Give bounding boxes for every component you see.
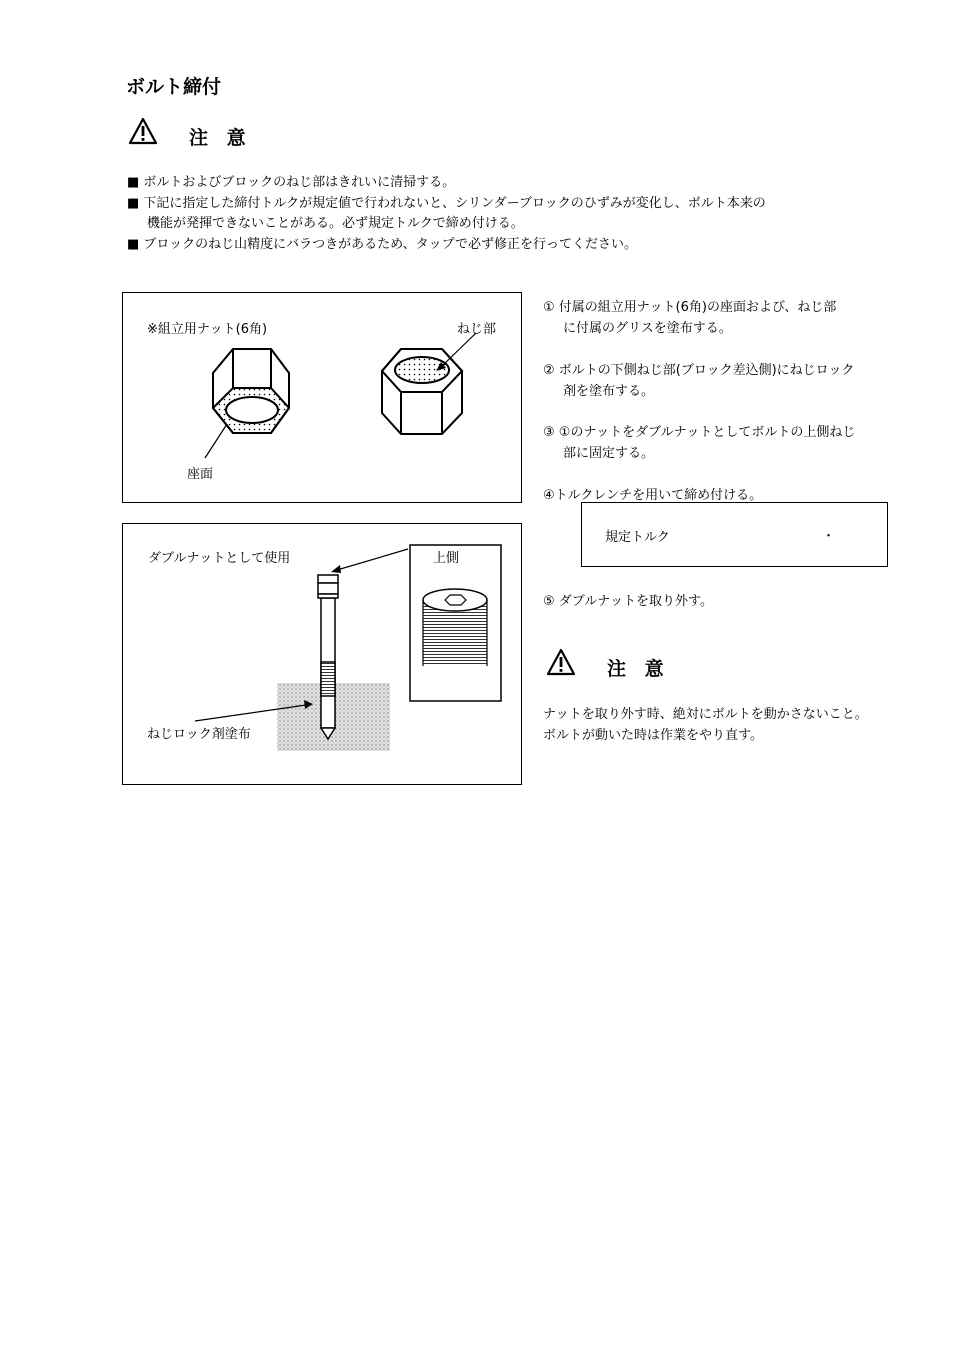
step-3: ③ ①のナットをダブルナットとしてボルトの上側ねじ — [543, 425, 856, 440]
bolt — [318, 575, 338, 739]
step-3-cont: 部に固定する。 — [563, 446, 655, 461]
torque-label: 規定トルク — [605, 530, 670, 545]
nut-seat-view — [213, 349, 289, 433]
warning-icon — [128, 117, 158, 145]
upper-thread-detail — [423, 589, 487, 666]
step-4: ④トルクレンチを用いて締め付ける。 — [543, 488, 763, 503]
lock-label: ねじロック剤塗布 — [147, 727, 251, 742]
upper-label: 上側 — [433, 551, 460, 566]
step-2-cont: 剤を塗布する。 — [563, 384, 655, 399]
nut-thread-view — [382, 349, 462, 434]
nut-caption: ※組立用ナット(6角) — [147, 322, 268, 337]
caution-heading: 注 意 — [189, 127, 252, 149]
thread-label: ねじ部 — [457, 322, 497, 337]
caution-line: ■ ブロックのねじ山精度にバラつきがあるため、タップで必ず修正を行ってください。 — [127, 237, 638, 252]
caution-line: 機能が発揮できないことがある。必ず規定トルクで締め付ける。 — [147, 216, 524, 231]
caution2-line: ボルトが動いた時は作業をやり直す。 — [543, 728, 763, 743]
caution-heading-2: 注 意 — [607, 658, 670, 680]
caution-line: ■ ボルトおよびブロックのねじ部はきれいに清掃する。 — [127, 175, 456, 190]
seat-label: 座面 — [187, 467, 214, 482]
warning-icon — [546, 648, 576, 676]
caution2-line: ナットを取り外す時、絶対にボルトを動かさないこと。 — [543, 707, 868, 722]
step-1: ① 付属の組立用ナット(6角)の座面および、ねじ部 — [543, 300, 837, 315]
torque-value: ・ — [822, 529, 836, 544]
page-title: ボルト締付 — [126, 76, 222, 98]
caution-line: ■ 下記に指定した締付トルクが規定値で行われないと、シリンダーブロックのひずみが変化し、ボルト本来の — [127, 196, 766, 211]
double-nut-label: ダブルナットとして使用 — [148, 551, 291, 566]
bolt-figure — [122, 523, 522, 785]
step-2: ② ボルトの下側ねじ部(ブロック差込側)にねじロック — [543, 363, 855, 378]
step-5: ⑤ ダブルナットを取り外す。 — [543, 594, 713, 609]
step-1-cont: に付属のグリスを塗布する。 — [563, 321, 732, 336]
torque-table — [581, 502, 888, 567]
nut-figure — [122, 292, 522, 503]
